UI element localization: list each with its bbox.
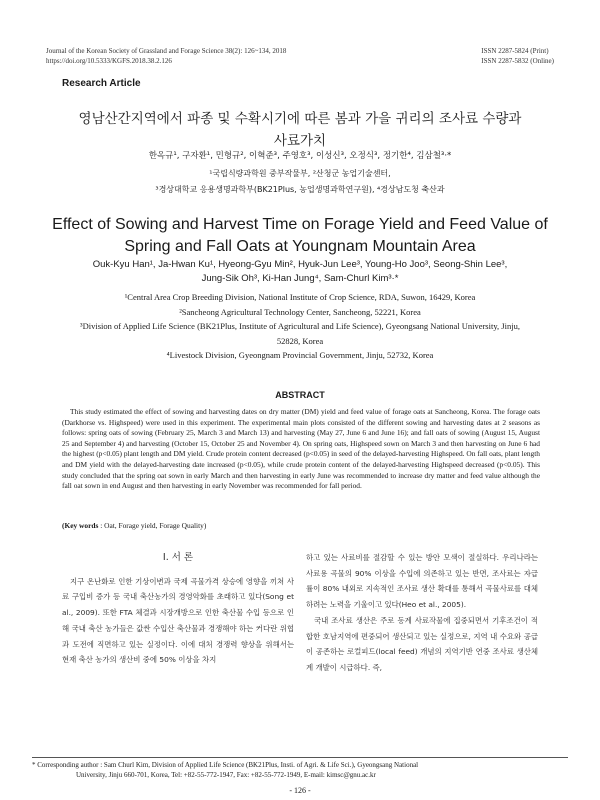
korean-aff-line1: ¹국립식량과학원 중부작물부, ²산청군 농업기술센터, <box>209 169 391 178</box>
korean-title-line2: 사료가치 <box>273 133 327 149</box>
keywords-text: : Oat, Forage yield, Forage Quality) <box>100 521 207 530</box>
korean-aff-line2: ³경상대학교 응용생명과학부(BK21Plus, 농업생명과학연구원), ⁴경상남도청 축산과 <box>155 185 445 194</box>
issn-online: ISSN 2287-5832 (Online) <box>481 57 554 65</box>
article-type: Research Article <box>62 78 141 89</box>
footnote-line2: University, Jinju 660-701, Korea, Tel: +82-55-772-1947, Fax: +82-55-772-1949, E-mail: kimsc@gnu.ac.kr <box>76 771 376 779</box>
english-aff1: ¹Central Area Crop Breeding Division, National Institute of Crop Science, RDA, Suwon, 16429, Korea <box>124 292 476 302</box>
journal-header <box>46 46 286 66</box>
korean-title <box>40 108 560 152</box>
journal-citation: Journal of the Korean Society of Grassland and Forage Science 38(2): 126~134, 2018 <box>46 47 287 55</box>
korean-title-line1: 영남산간지역에서 파종 및 수확시기에 따른 봄과 가을 귀리의 조사료 수량과 <box>78 111 522 127</box>
intro-paragraph-1: 지구 온난화로 인한 기상이변과 국제 곡물가격 상승에 영향을 끼쳐 사료 구입비 증가 등 국내 축산농가의 경영악화를 초래하고 있다(Song et al., 2009). 또한 FTA 체결과 시장개방으로 인한 축산물 수입 등으로 인해 국내 축산 농가들은 값싼 수입산 축산물과 경쟁해야 하는 커다란 위협과 도전에 직면하고 있는 실정이다. 이에 대처 경쟁력 향상을 위해서는 현재 축산 농가의 생산비 중에 50% 이상을 차지 <box>62 576 294 665</box>
page-number: - 126 - <box>289 786 311 795</box>
intro-right-column <box>306 550 538 676</box>
english-title-line2: Spring and Fall Oats at Youngnam Mountain Area <box>124 238 476 255</box>
intro-heading: Ⅰ. 서 론 <box>162 552 194 563</box>
english-authors-line2: Jung-Sik Oh³, Ki-Han Jung⁴, Sam-Churl Kim³·* <box>201 273 399 284</box>
english-affiliations <box>30 290 570 363</box>
keywords <box>62 521 206 530</box>
english-title <box>40 214 560 258</box>
issn-block <box>481 46 554 66</box>
footnote-line1: * Corresponding author : Sam Churl Kim, Division of Applied Life Science (BK21Plus, Insti. of Agri. & Life Sci.), Gyeongsang National <box>32 761 419 769</box>
intro-paragraph-3: 국내 조사료 생산은 주로 동계 사료작물에 집중되면서 기후조건이 적합한 호남지역에 편중되어 생산되고 있는 실정으로, 지역 내 수요와 공급이 공존하는 로컬피드(local feed) 개념의 지역기반 연중 조사료 생산체계 개발이 시급하다. 즉, <box>306 615 538 672</box>
english-aff4: ⁴Livestock Division, Gyeongnam Provincial Government, Jinju, 52732, Korea <box>166 350 434 360</box>
abstract-body: This study estimated the effect of sowing and harvesting dates on dry matter (DM) yield and feed value of forage oats at Sancheong, Korea. The forage oats (Darkhorse vs. Highspeed) were used in this experiment. The experimental main plots consisted of the different sowing and harvesting dates at 2 seasons as follows: spring oats of sowing (February 25, March 3 and March 13) and harvesting (May 27, June 6 and June 16); and fall oats of sowing (August 15, August 25 and September 4) and harvesting (October 15, October 25 and November 4). On spring oats, Highspeed sown on March 3 and then harvesting on June 6 had the highest (p<0.05) plant length and DM yield. Crude protein content decreased (p<0.05) in seed of the delayed-harvesting Highspeed. On fall oats, plant length and DM yield with the delayed-harvesting date increased (p<0.05), while crude protein content of the delayed-harvesting Highspeed decreased (p<0.05). This study concluded that the spring oat sown in early March and then harvesting in early June was recommended to increase dry matter and feed value although the fall oat sown in end August and then harvesting in early November was recommended for fall period. <box>62 407 540 491</box>
english-authors-line1: Ouk-Kyu Han¹, Ja-Hwan Ku¹, Hyeong-Gyu Min², Hyuk-Jun Lee³, Young-Ho Joo³, Seong-Shin Lee³, <box>92 259 508 270</box>
english-authors <box>50 258 550 286</box>
english-aff2: ²Sancheong Agricultural Technology Center, Sancheong, 52221, Korea <box>179 306 421 317</box>
intro-left-column <box>62 550 294 668</box>
abstract-heading: ABSTRACT <box>275 390 325 400</box>
keywords-label: (Key words <box>62 521 99 530</box>
doi-link[interactable]: https://doi.org/10.5333/KGFS.2018.38.2.126 <box>46 57 172 65</box>
intro-paragraph-2: 하고 있는 사료비를 절감할 수 있는 방안 모색이 절실하다. 우리나라는 사료용 곡물의 90% 이상을 수입에 의존하고 있는 반면, 조사료는 자급률이 80% 내외로 지속적인 조사료 생산 확대를 통해서 곡물사료를 대체하려는 노력을 기울이고 있다(Heo et al., 2005). <box>306 553 538 610</box>
footnote-divider <box>32 757 568 758</box>
english-title-line1: Effect of Sowing and Harvest Time on Forage Yield and Feed Value of <box>52 216 548 233</box>
issn-print: ISSN 2287-5824 (Print) <box>481 47 549 55</box>
korean-authors: 한옥규¹, 구자환¹, 민형규², 이혁준³, 주영호³, 이성신³, 오정식³, 정기한⁴, 김삼철³·* <box>148 151 452 161</box>
korean-affiliations <box>40 166 560 198</box>
english-aff3-line1: ³Division of Applied Life Science (BK21Plus, Institute of Agricultural and Life Science), Gyeongsang National University, Jinju, <box>80 321 520 331</box>
english-aff3-line2: 52828, Korea <box>276 335 324 346</box>
corresponding-author-footnote <box>32 760 568 780</box>
